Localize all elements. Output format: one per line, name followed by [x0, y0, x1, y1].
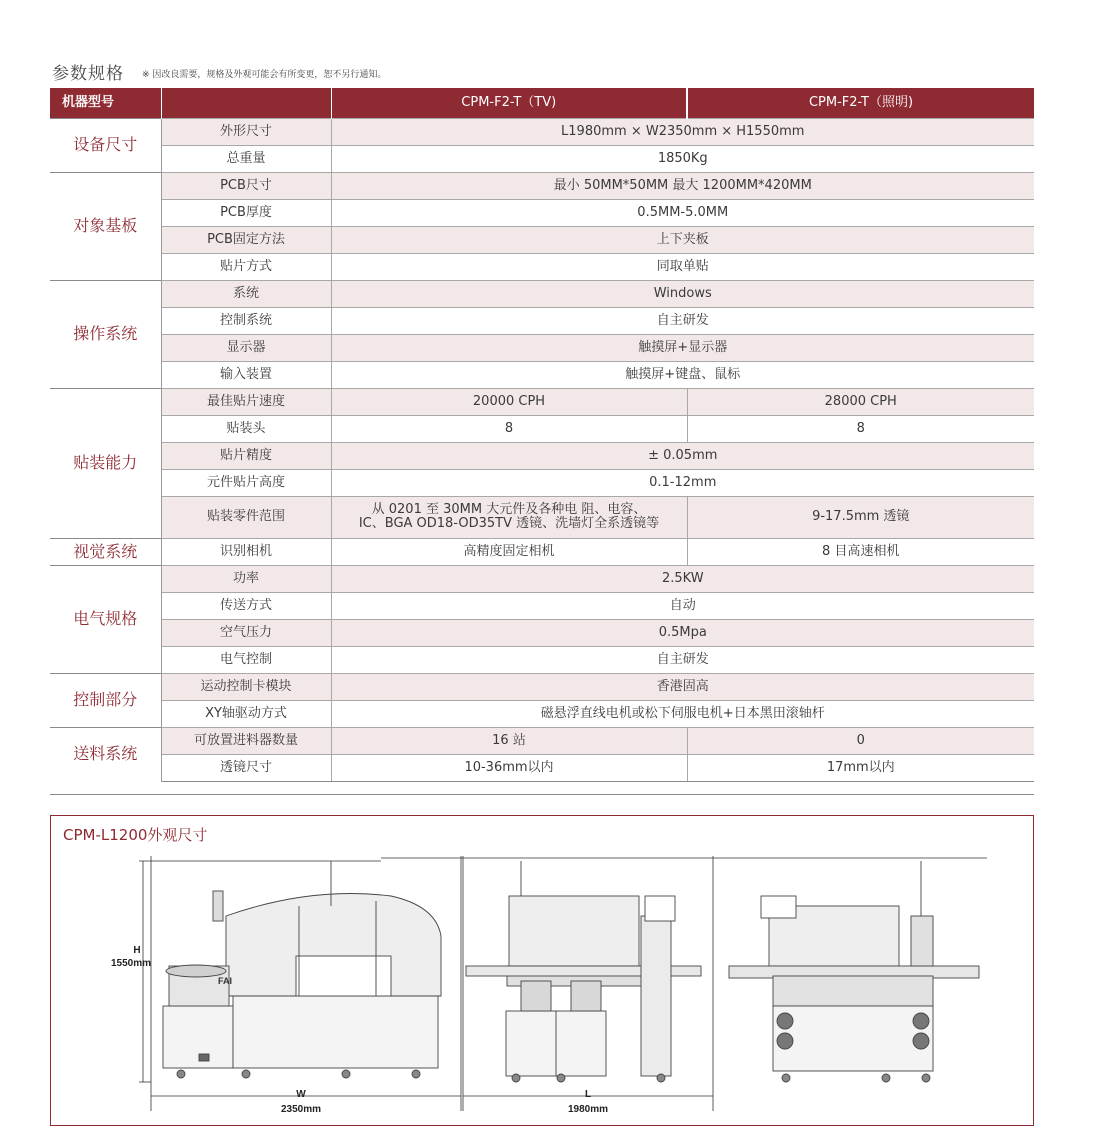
spec-table — [50, 88, 1034, 782]
param-value: 最小 50MM*50MM 最大 1200MM*420MM — [331, 172, 1034, 199]
machine-front-view — [466, 861, 701, 1082]
param-label: 贴装头 — [161, 415, 331, 442]
param-value: ± 0.05mm — [331, 442, 1034, 469]
table-row — [50, 592, 1034, 619]
length-value: 1980mm — [567, 1104, 609, 1115]
param-value-tv: 16 站 — [331, 727, 687, 754]
table-row — [50, 754, 1034, 781]
table-row — [50, 280, 1034, 307]
range-line-1: 从 0201 至 30MM 大元件及各种电 阻、电容、 — [371, 502, 647, 517]
table-row — [50, 538, 1034, 565]
table-row — [50, 226, 1034, 253]
param-value: 触摸屏+显示器 — [331, 334, 1034, 361]
machine-side-view — [163, 861, 441, 1078]
param-value-lighting: 8 目高速相机 — [687, 538, 1034, 565]
param-label: 可放置进料器数量 — [161, 727, 331, 754]
param-label: 元件贴片高度 — [161, 469, 331, 496]
table-row — [50, 565, 1034, 592]
param-label: 识别相机 — [161, 538, 331, 565]
param-value: 香港固高 — [331, 673, 1034, 700]
group-os: 操作系统 — [50, 280, 161, 388]
param-value: 同取单贴 — [331, 253, 1034, 280]
param-label: 运动控制卡模块 — [161, 673, 331, 700]
param-label: 系统 — [161, 280, 331, 307]
table-bottom-rule — [50, 794, 1034, 795]
machine-drawings — [51, 816, 1035, 1127]
range-line-2: IC、BGA OD18-OD35TV 透镜、洗墙灯全系透镜等 — [358, 516, 660, 531]
table-row — [50, 253, 1034, 280]
param-label: 输入装置 — [161, 361, 331, 388]
machine-back-view — [729, 861, 979, 1082]
param-label: 电气控制 — [161, 646, 331, 673]
param-value-tv: 20000 CPH — [331, 388, 687, 415]
group-device-size: 设备尺寸 — [50, 118, 161, 172]
table-row — [50, 415, 1034, 442]
param-label: PCB厚度 — [161, 199, 331, 226]
param-value: Windows — [331, 280, 1034, 307]
param-label: 总重量 — [161, 145, 331, 172]
height-value: 1550mm — [110, 958, 152, 969]
param-value-tv: 高精度固定相机 — [331, 538, 687, 565]
param-value-lighting: 8 — [687, 415, 1034, 442]
param-value: 磁悬浮直线电机或松下伺服电机+日本黑田滚轴杆 — [331, 700, 1034, 727]
param-value: 2.5KW — [331, 565, 1034, 592]
dimensions-panel — [50, 815, 1034, 1126]
model-label: 机器型号 — [50, 88, 161, 118]
table-row — [50, 199, 1034, 226]
table-row — [50, 646, 1034, 673]
group-mount: 贴装能力 — [50, 388, 161, 538]
table-row — [50, 700, 1034, 727]
param-value: 0.1-12mm — [331, 469, 1034, 496]
param-value: L1980mm × W2350mm × H1550mm — [331, 118, 1034, 145]
param-value: 上下夹板 — [331, 226, 1034, 253]
param-value: 触摸屏+键盘、鼠标 — [331, 361, 1034, 388]
param-label: PCB固定方法 — [161, 226, 331, 253]
group-vision: 视觉系统 — [50, 538, 161, 565]
table-row — [50, 361, 1034, 388]
group-control: 控制部分 — [50, 673, 161, 727]
table-row — [50, 442, 1034, 469]
param-value-tv — [331, 496, 687, 538]
param-label: PCB尺寸 — [161, 172, 331, 199]
param-value: 1850Kg — [331, 145, 1034, 172]
param-label: 控制系统 — [161, 307, 331, 334]
table-row — [50, 619, 1034, 646]
header-blank — [161, 88, 331, 118]
table-row — [50, 118, 1034, 145]
table-row — [50, 145, 1034, 172]
table-row — [50, 388, 1034, 415]
param-label: 透镜尺寸 — [161, 754, 331, 781]
param-label: 贴片方式 — [161, 253, 331, 280]
param-value: 自动 — [331, 592, 1034, 619]
param-label: 显示器 — [161, 334, 331, 361]
table-row — [50, 172, 1034, 199]
group-electric: 电气规格 — [50, 565, 161, 673]
machine-logo: FAI — [218, 976, 233, 986]
param-value: 自主研发 — [331, 307, 1034, 334]
param-value-tv: 10-36mm以内 — [331, 754, 687, 781]
param-label: 空气压力 — [161, 619, 331, 646]
param-label: 功率 — [161, 565, 331, 592]
dimensions-title: CPM-L1200外观尺寸 — [63, 826, 208, 844]
model-lighting: CPM-F2-T（照明) — [687, 88, 1034, 118]
param-label: 最佳贴片速度 — [161, 388, 331, 415]
param-value-tv: 8 — [331, 415, 687, 442]
group-feeding: 送料系统 — [50, 727, 161, 781]
param-value: 0.5MM-5.0MM — [331, 199, 1034, 226]
table-header-row — [50, 88, 1034, 118]
param-value-lighting: 17mm以内 — [687, 754, 1034, 781]
section-title: 参数规格 — [52, 64, 124, 84]
table-row — [50, 469, 1034, 496]
param-value: 自主研发 — [331, 646, 1034, 673]
param-label: XY轴驱动方式 — [161, 700, 331, 727]
table-row — [50, 496, 1034, 538]
height-label: H — [133, 945, 141, 956]
param-value-lighting: 9-17.5mm 透镜 — [687, 496, 1034, 538]
table-row — [50, 673, 1034, 700]
table-row — [50, 334, 1034, 361]
param-label: 贴片精度 — [161, 442, 331, 469]
param-label: 传送方式 — [161, 592, 331, 619]
length-label: L — [584, 1089, 592, 1100]
param-value: 0.5Mpa — [331, 619, 1034, 646]
param-value-lighting: 28000 CPH — [687, 388, 1034, 415]
width-label: W — [296, 1089, 306, 1100]
table-row — [50, 307, 1034, 334]
model-tv: CPM-F2-T（TV) — [331, 88, 687, 118]
table-row — [50, 727, 1034, 754]
param-label: 贴装零件范围 — [161, 496, 331, 538]
width-value: 2350mm — [280, 1104, 322, 1115]
group-board: 对象基板 — [50, 172, 161, 280]
param-value-lighting: 0 — [687, 727, 1034, 754]
param-label: 外形尺寸 — [161, 118, 331, 145]
disclaimer-note: ※ 因改良需要，规格及外观可能会有所变更，恕不另行通知。 — [142, 70, 387, 80]
spec-header — [52, 62, 386, 84]
